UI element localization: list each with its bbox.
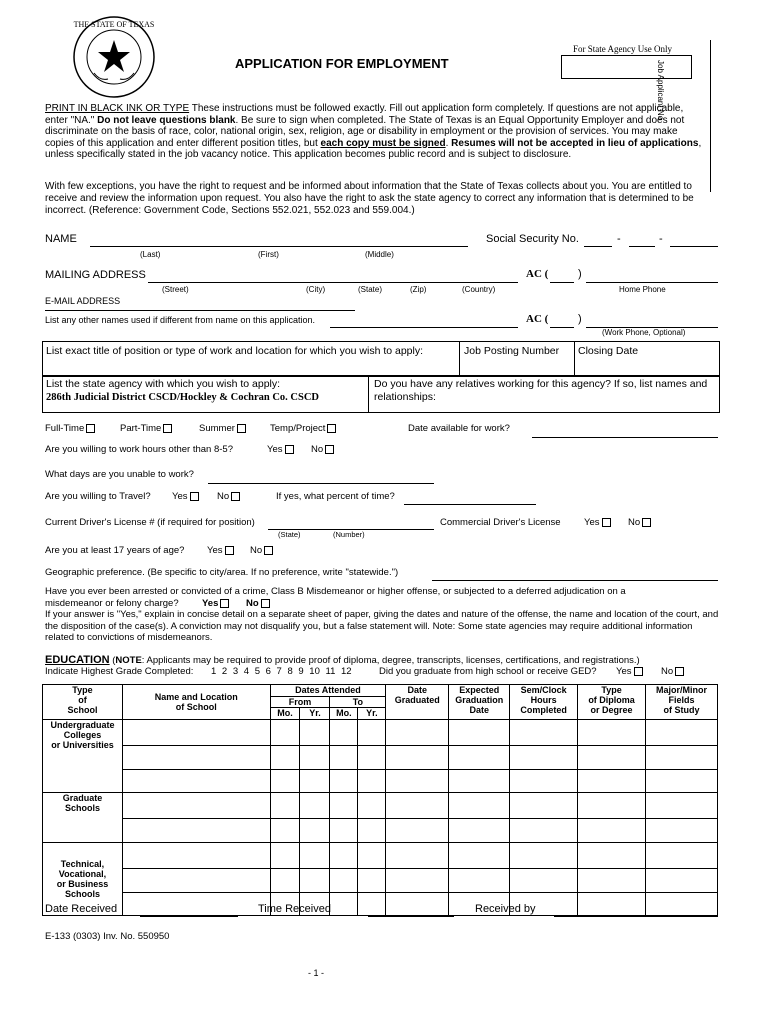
geo-label: Geographic preference. (Be specific to city/area. If no preference, write "statewide.") xyxy=(45,567,399,578)
travel-no-checkbox[interactable] xyxy=(231,492,240,501)
rights-paragraph: With few exceptions, you have the right to request and be informed about information that the State of Texas collects about you. You are entitled to receive and review the information upon request. You also have the right to ask the state agency to correct any information that is determined to be incorrect. (Reference: Government Code, Sections 552.021, 552.023 and 559.004.) xyxy=(45,181,694,216)
received-by-field[interactable] xyxy=(554,916,718,917)
position-label: List exact title of position or type of work and location for which you wish to apply: xyxy=(46,345,424,357)
table-cell[interactable] xyxy=(300,793,330,819)
table-cell[interactable] xyxy=(358,720,386,746)
col-fields-l2: Fields xyxy=(668,695,695,705)
table-cell[interactable] xyxy=(510,819,578,843)
page-title: APPLICATION FOR EMPLOYMENT xyxy=(235,56,449,71)
table-cell[interactable] xyxy=(449,819,510,843)
col-dates-attended: Dates Attended xyxy=(270,685,386,697)
city-caption: (City) xyxy=(306,285,326,294)
date-available-label: Date available for work? xyxy=(408,423,510,434)
table-cell[interactable] xyxy=(510,746,578,770)
col-diploma-l1: Type xyxy=(601,685,622,695)
cdl-label: Commercial Driver's License xyxy=(440,517,561,528)
table-cell[interactable] xyxy=(578,793,646,819)
table-row xyxy=(43,869,718,893)
table-cell[interactable] xyxy=(122,893,270,916)
row-tech-l1: Technical, xyxy=(60,859,105,869)
position-divider-1 xyxy=(459,341,460,376)
age-yes-option[interactable] xyxy=(207,545,234,556)
home-phone-field[interactable] xyxy=(586,282,718,283)
table-cell[interactable] xyxy=(646,746,718,770)
other-names-label: List any other names used if different from name on this application. xyxy=(45,315,315,325)
col-graduated-l2: Graduated xyxy=(394,695,440,705)
agency-use-box[interactable] xyxy=(561,55,692,79)
row-tech-l2: Vocational, xyxy=(58,869,107,879)
table-cell[interactable] xyxy=(300,746,330,770)
table-cell[interactable] xyxy=(386,720,449,746)
table-cell[interactable] xyxy=(122,869,270,893)
table-cell[interactable] xyxy=(270,793,300,819)
table-cell[interactable] xyxy=(330,819,358,843)
position-divider-2 xyxy=(574,341,575,376)
table-cell[interactable] xyxy=(270,746,300,770)
license-state-caption: (State) xyxy=(278,530,301,539)
table-cell[interactable] xyxy=(510,720,578,746)
hours-yes-checkbox[interactable] xyxy=(285,445,294,454)
ssn-field-1[interactable] xyxy=(584,246,612,247)
name-first-caption: (First) xyxy=(258,250,279,259)
col-from-yr: Yr. xyxy=(300,708,330,720)
work-ac-field[interactable] xyxy=(550,327,574,328)
travel-percent-field[interactable] xyxy=(404,504,536,505)
table-cell[interactable] xyxy=(646,893,718,916)
col-diploma-l2: of Diploma xyxy=(588,695,635,705)
agency-label: List the state agency with which you wish to apply: xyxy=(46,378,281,390)
age-no-option[interactable] xyxy=(250,545,273,556)
street-caption: (Street) xyxy=(162,285,189,294)
full-time-option[interactable] xyxy=(45,423,95,434)
closing-date-label: Closing Date xyxy=(578,345,639,357)
date-received-field[interactable] xyxy=(140,916,238,917)
col-fields-l3: of Study xyxy=(663,705,700,715)
age-no-checkbox[interactable] xyxy=(264,546,273,555)
col-expected-l2: Graduation xyxy=(455,695,504,705)
col-date-graduated xyxy=(386,685,449,720)
hs-yes-label: Yes xyxy=(616,666,632,677)
criminal-yes-option[interactable] xyxy=(202,598,229,609)
work-phone-caption: (Work Phone, Optional) xyxy=(602,328,686,337)
education-note xyxy=(45,654,640,666)
temp-label: Temp/Project xyxy=(270,423,326,434)
agency-value[interactable]: 286th Judicial District CSCD/Hockley & Cochran Co. CSCD xyxy=(46,392,319,403)
table-cell[interactable] xyxy=(449,793,510,819)
temp-option[interactable] xyxy=(270,423,336,434)
instructions-text: These instructions must be followed exactly. Fill out application form completely. If questions are not applicable, enter "NA." xyxy=(45,103,684,126)
criminal-no-option[interactable] xyxy=(246,598,270,609)
table-row xyxy=(43,793,718,819)
summer-option[interactable] xyxy=(199,423,246,434)
row-undergrad-label xyxy=(43,720,123,793)
home-phone-caption: Home Phone xyxy=(619,285,666,294)
col-expected-graduation xyxy=(449,685,510,720)
geo-field[interactable] xyxy=(432,580,718,581)
instructions xyxy=(45,103,707,161)
table-cell[interactable] xyxy=(646,770,718,793)
part-time-checkbox[interactable] xyxy=(163,424,172,433)
table-cell[interactable] xyxy=(330,869,358,893)
form-id: E-133 (0303) Inv. No. 550950 xyxy=(45,931,170,942)
row-grad-l2: Schools xyxy=(64,803,100,813)
table-cell[interactable] xyxy=(386,793,449,819)
table-row xyxy=(43,819,718,843)
table-cell[interactable] xyxy=(122,819,270,843)
table-cell[interactable] xyxy=(646,793,718,819)
col-diploma-l3: or Degree xyxy=(590,705,633,715)
col-from-mo: Mo. xyxy=(270,708,300,720)
col-major-minor xyxy=(646,685,718,720)
row-undergrad-l1: Undergraduate xyxy=(50,720,115,730)
job-posting-label: Job Posting Number xyxy=(464,345,560,357)
hours-no-option[interactable] xyxy=(311,444,334,455)
table-cell[interactable] xyxy=(386,869,449,893)
table-cell[interactable] xyxy=(270,843,300,869)
table-cell[interactable] xyxy=(578,843,646,869)
agency-divider xyxy=(368,375,369,412)
table-cell[interactable] xyxy=(646,869,718,893)
table-cell[interactable] xyxy=(386,770,449,793)
criminal-yes-label: Yes xyxy=(202,598,219,609)
ssn-dash-1: - xyxy=(617,233,621,245)
table-cell[interactable] xyxy=(300,819,330,843)
zip-caption: (Zip) xyxy=(410,285,427,294)
table-cell[interactable] xyxy=(386,819,449,843)
table-cell[interactable] xyxy=(358,819,386,843)
cdl-no-label: No xyxy=(628,517,641,528)
agency-use-label: For State Agency Use Only xyxy=(573,44,672,54)
table-cell[interactable] xyxy=(270,869,300,893)
instructions-signed: each copy must be signed xyxy=(320,137,446,149)
cdl-no-checkbox[interactable] xyxy=(642,518,651,527)
travel-question: Are you willing to Travel? xyxy=(45,491,151,502)
col-hours-l1: Sem/Clock xyxy=(520,685,567,695)
row-tech-l4: Schools xyxy=(64,889,100,899)
part-time-option[interactable] xyxy=(120,423,172,434)
row-undergrad-l3: or Universities xyxy=(51,740,114,750)
hours-question: Are you willing to work hours other than 8-5? xyxy=(45,444,233,455)
travel-no-option[interactable] xyxy=(217,491,240,502)
col-to-mo: Mo. xyxy=(330,708,358,720)
table-cell[interactable] xyxy=(578,893,646,916)
license-label: Current Driver's License # (if required for position) xyxy=(45,517,255,528)
travel-percent-label: If yes, what percent of time? xyxy=(276,491,395,502)
cdl-yes-label: Yes xyxy=(584,517,600,528)
table-cell[interactable] xyxy=(358,869,386,893)
home-ac-label: AC ( xyxy=(526,268,549,280)
col-from: From xyxy=(270,697,330,708)
col-hours-l3: Completed xyxy=(520,705,567,715)
travel-yes-checkbox[interactable] xyxy=(190,492,199,501)
table-cell[interactable] xyxy=(386,893,449,916)
table-cell[interactable] xyxy=(358,746,386,770)
col-diploma-type xyxy=(578,685,646,720)
table-cell[interactable] xyxy=(358,893,386,916)
mailing-field[interactable] xyxy=(148,282,518,283)
temp-checkbox[interactable] xyxy=(327,424,336,433)
row-grad-label xyxy=(43,793,123,843)
seal-text: THE STATE OF TEXAS xyxy=(73,20,155,29)
cdl-yes-checkbox[interactable] xyxy=(602,518,611,527)
table-cell[interactable] xyxy=(122,770,270,793)
criminal-question-line1: Have you ever been arrested or convicted of a crime, Class B Misdemeanor or higher offense, or subjected to a deferred adjudication on a xyxy=(45,586,626,597)
table-cell[interactable] xyxy=(646,819,718,843)
age-question: Are you at least 17 years of age? xyxy=(45,545,185,556)
education-header-row xyxy=(43,685,718,697)
instructions-print: PRINT IN BLACK INK OR TYPE xyxy=(45,103,190,114)
table-cell[interactable] xyxy=(646,720,718,746)
table-cell[interactable] xyxy=(510,770,578,793)
table-cell[interactable] xyxy=(578,869,646,893)
table-cell[interactable] xyxy=(646,843,718,869)
table-cell[interactable] xyxy=(330,893,358,916)
col-type-of-school xyxy=(43,685,123,720)
mailing-label: MAILING ADDRESS xyxy=(45,269,146,281)
summer-checkbox[interactable] xyxy=(237,424,246,433)
col-to-yr: Yr. xyxy=(358,708,386,720)
hours-no-checkbox[interactable] xyxy=(325,445,334,454)
state-caption: (State) xyxy=(358,285,383,294)
other-names-field[interactable] xyxy=(330,327,518,328)
grade-label: Indicate Highest Grade Completed: xyxy=(45,666,194,677)
home-ac-field[interactable] xyxy=(550,282,574,283)
age-yes-label: Yes xyxy=(207,545,223,556)
table-row xyxy=(43,843,718,869)
instructions-resumes: Resumes will not be accepted in lieu of applications xyxy=(451,137,699,149)
col-to: To xyxy=(330,697,386,708)
instructions-text-2: . Be sure to sign when completed. The State of Texas is an Equal Opportunity Employer and does not discriminate on the basis of race, color, national origin, sex, religion, age or disability in employment or the provision of services. You may make copies of this application and enter different position titles, but xyxy=(45,114,685,149)
full-time-label: Full-Time xyxy=(45,423,85,434)
name-label: NAME xyxy=(45,233,77,245)
job-applicant-no-label: Job Applicant No xyxy=(656,60,665,121)
col-type-l2: of xyxy=(78,695,87,705)
travel-yes-label: Yes xyxy=(172,491,188,502)
ssn-dash-2: - xyxy=(659,233,663,245)
hs-yes-checkbox[interactable] xyxy=(634,667,643,676)
row-tech-l3: or Business xyxy=(56,879,109,889)
criminal-explanation: If your answer is "Yes," explain in concise detail on a separate sheet of paper, giving the dates and nature of the offense, the name and location of the court, and the disposition of the case(s). A conviction may not disqualify you, but a false statement will. Note: Some state agencies may require additional information related to convictions of misdemeanors. xyxy=(45,609,719,643)
criminal-question-line2: misdemeanor or felony charge? xyxy=(45,598,179,609)
table-cell[interactable] xyxy=(300,843,330,869)
full-time-checkbox[interactable] xyxy=(86,424,95,433)
criminal-yes-checkbox[interactable] xyxy=(220,599,229,608)
hours-yes-label: Yes xyxy=(267,444,283,455)
col-expected-l3: Date xyxy=(469,705,489,715)
table-cell[interactable] xyxy=(122,720,270,746)
col-type-l1: Type xyxy=(72,685,93,695)
table-cell[interactable] xyxy=(358,843,386,869)
work-ac-label: AC ( xyxy=(526,313,549,325)
ssn-field-2[interactable] xyxy=(629,246,655,247)
license-number-caption: (Number) xyxy=(333,530,365,539)
page-number: - 1 - xyxy=(308,968,325,978)
hs-no-option[interactable] xyxy=(661,666,684,677)
name-field[interactable] xyxy=(90,246,468,247)
travel-yes-option[interactable] xyxy=(172,491,199,502)
days-field[interactable] xyxy=(208,483,434,484)
education-heading: EDUCATION xyxy=(45,654,110,666)
table-cell[interactable] xyxy=(510,869,578,893)
ssn-field-3[interactable] xyxy=(670,246,718,247)
table-cell[interactable] xyxy=(449,770,510,793)
table-cell[interactable] xyxy=(330,843,358,869)
table-cell[interactable] xyxy=(449,746,510,770)
summer-label: Summer xyxy=(199,423,235,434)
col-type-l3: School xyxy=(67,705,98,715)
col-expected-l1: Expected xyxy=(459,685,500,695)
table-cell[interactable] xyxy=(510,843,578,869)
table-row xyxy=(43,893,718,916)
table-cell[interactable] xyxy=(578,720,646,746)
table-cell[interactable] xyxy=(449,869,510,893)
table-cell[interactable] xyxy=(330,770,358,793)
cdl-yes-option[interactable] xyxy=(584,517,611,528)
days-question: What days are you unable to work? xyxy=(45,469,194,480)
col-fields-l1: Major/Minor xyxy=(656,685,707,695)
table-row xyxy=(43,720,718,746)
hs-question: Did you graduate from high school or receive GED? xyxy=(379,666,597,677)
table-cell[interactable] xyxy=(358,793,386,819)
ssn-label: Social Security No. xyxy=(486,233,579,245)
cdl-no-option[interactable] xyxy=(628,517,651,528)
table-cell[interactable] xyxy=(510,793,578,819)
date-received-label: Date Received xyxy=(45,903,118,915)
age-yes-checkbox[interactable] xyxy=(225,546,234,555)
criminal-no-label: No xyxy=(246,598,259,609)
relatives-label: Do you have any relatives working for this agency? If so, list names and relationships: xyxy=(374,378,708,403)
col-name-l2: of School xyxy=(175,702,217,712)
col-hours-l2: Hours xyxy=(530,695,557,705)
time-received-label: Time Received xyxy=(258,903,331,915)
home-ac-close: ) xyxy=(578,268,582,280)
table-cell[interactable] xyxy=(330,793,358,819)
table-cell[interactable] xyxy=(449,720,510,746)
table-cell[interactable] xyxy=(449,843,510,869)
table-cell[interactable] xyxy=(300,869,330,893)
table-cell[interactable] xyxy=(386,843,449,869)
name-last-caption: (Last) xyxy=(140,250,161,259)
criminal-no-checkbox[interactable] xyxy=(261,599,270,608)
country-caption: (Country) xyxy=(462,285,496,294)
table-cell[interactable] xyxy=(578,770,646,793)
education-note-text: : Applicants may be required to provide proof of diploma, degree, transcripts, licenses, certifications, and registrations.) xyxy=(141,655,640,666)
table-cell[interactable] xyxy=(300,720,330,746)
hs-no-label: No xyxy=(661,666,674,677)
table-cell[interactable] xyxy=(270,720,300,746)
job-applicant-no-line[interactable] xyxy=(710,40,711,192)
date-available-field[interactable] xyxy=(532,437,718,438)
name-middle-caption: (Middle) xyxy=(365,250,394,259)
table-row xyxy=(43,770,718,793)
table-cell[interactable] xyxy=(300,770,330,793)
state-seal xyxy=(72,15,156,99)
email-field[interactable] xyxy=(45,310,355,311)
received-by-label: Received by xyxy=(475,903,536,915)
col-name-l1: Name and Location xyxy=(154,692,238,702)
table-cell[interactable] xyxy=(386,746,449,770)
row-grad-l1: Graduate xyxy=(62,793,103,803)
education-note-label: NOTE xyxy=(115,655,142,666)
table-row xyxy=(43,746,718,770)
table-cell[interactable] xyxy=(270,770,300,793)
email-label: E-MAIL ADDRESS xyxy=(45,296,121,306)
col-hours-completed xyxy=(510,685,578,720)
travel-no-label: No xyxy=(217,491,230,502)
education-note-open: ( xyxy=(109,655,116,666)
grade-options[interactable]: 1 2 3 4 5 6 7 8 9 10 11 12 xyxy=(211,666,352,677)
hs-yes-option[interactable] xyxy=(616,666,643,677)
table-cell[interactable] xyxy=(122,793,270,819)
table-cell[interactable] xyxy=(358,770,386,793)
table-cell[interactable] xyxy=(578,819,646,843)
hours-yes-option[interactable] xyxy=(267,444,294,455)
hours-no-label: No xyxy=(311,444,324,455)
work-ac-close: ) xyxy=(578,313,582,325)
instructions-no-blank: Do not leave questions blank xyxy=(97,114,236,126)
part-time-label: Part-Time xyxy=(120,423,162,434)
education-table xyxy=(42,684,718,916)
table-cell[interactable] xyxy=(578,746,646,770)
table-cell[interactable] xyxy=(330,720,358,746)
table-cell[interactable] xyxy=(122,843,270,869)
col-name-location xyxy=(122,685,270,720)
table-cell[interactable] xyxy=(122,746,270,770)
instructions-text-4: , unless specifically stated in the job vacancy notice. This application becomes public record and is subject to disclosure. xyxy=(45,137,702,160)
row-undergrad-l2: Colleges xyxy=(63,730,102,740)
age-no-label: No xyxy=(250,545,263,556)
table-cell[interactable] xyxy=(330,746,358,770)
hs-no-checkbox[interactable] xyxy=(675,667,684,676)
table-cell[interactable] xyxy=(270,819,300,843)
col-graduated-l1: Date xyxy=(407,685,428,695)
time-received-field[interactable] xyxy=(368,916,454,917)
instructions-text-3: . xyxy=(445,137,452,149)
